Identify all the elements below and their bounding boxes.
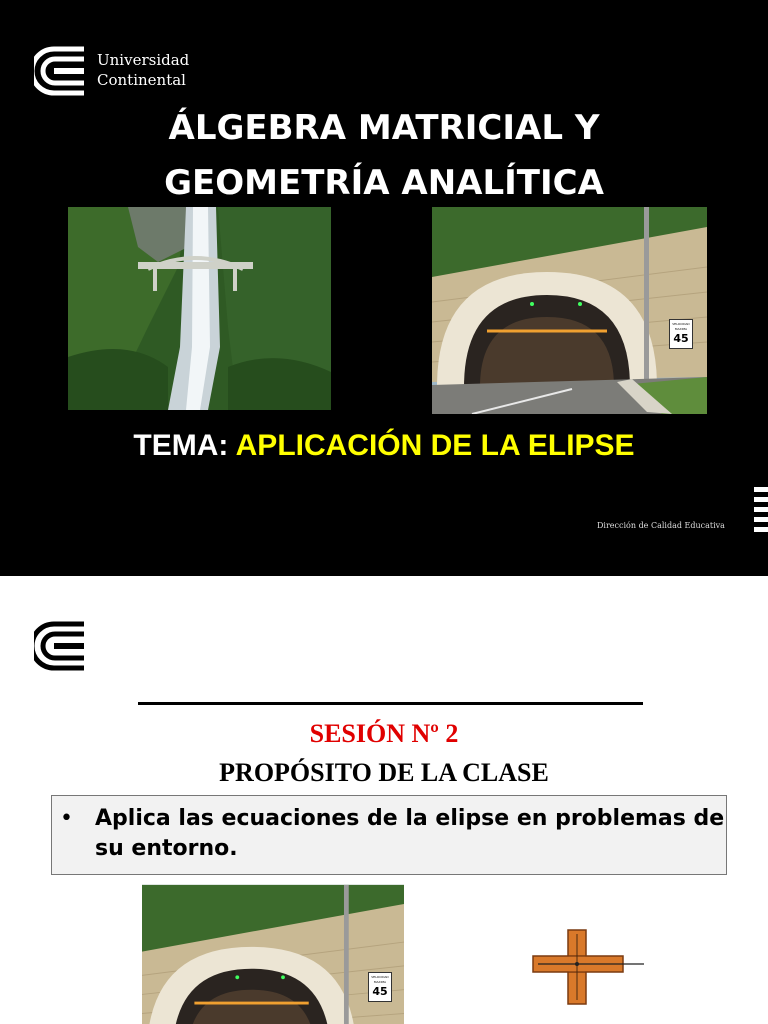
purpose-box xyxy=(51,795,727,875)
purpose-heading: PROPÓSITO DE LA CLASE xyxy=(219,758,549,787)
footer-direccion: Dirección de Calidad Educativa xyxy=(597,521,725,530)
side-stripes-decoration xyxy=(754,487,768,537)
tunnel-photo xyxy=(142,880,404,1024)
speed-limit-sign: VELOCIDAD MAXIMA 45 xyxy=(368,972,392,1002)
course-title-line-2: GEOMETRÍA ANALÍTICA xyxy=(164,163,604,203)
university-name: Universidad Continental xyxy=(97,51,190,89)
tunnel-photo xyxy=(432,207,707,414)
speed-limit-sign: VELOCIDAD MAXIMA 45 xyxy=(669,319,693,349)
course-title-line-1: ÁLGEBRA MATRICIAL Y xyxy=(168,108,600,148)
bullet-symbol: • xyxy=(60,806,73,831)
topic-value: APLICACIÓN DE LA ELIPSE xyxy=(235,429,635,462)
slide-2 xyxy=(0,576,768,1024)
purpose-text: Aplica las ecuaciones de la elipse en problemas de su entorno. xyxy=(95,806,725,861)
session-title: SESIÓN Nº 2 xyxy=(309,719,459,748)
universidad-continental-logo xyxy=(34,620,90,672)
divider-line xyxy=(138,702,643,705)
universidad-continental-logo xyxy=(34,45,90,97)
waterfall-bridge-photo xyxy=(68,207,331,410)
tunnel-cross-diagram xyxy=(528,926,648,1008)
topic-label: TEMA: xyxy=(133,429,229,462)
topic-heading xyxy=(0,426,768,466)
